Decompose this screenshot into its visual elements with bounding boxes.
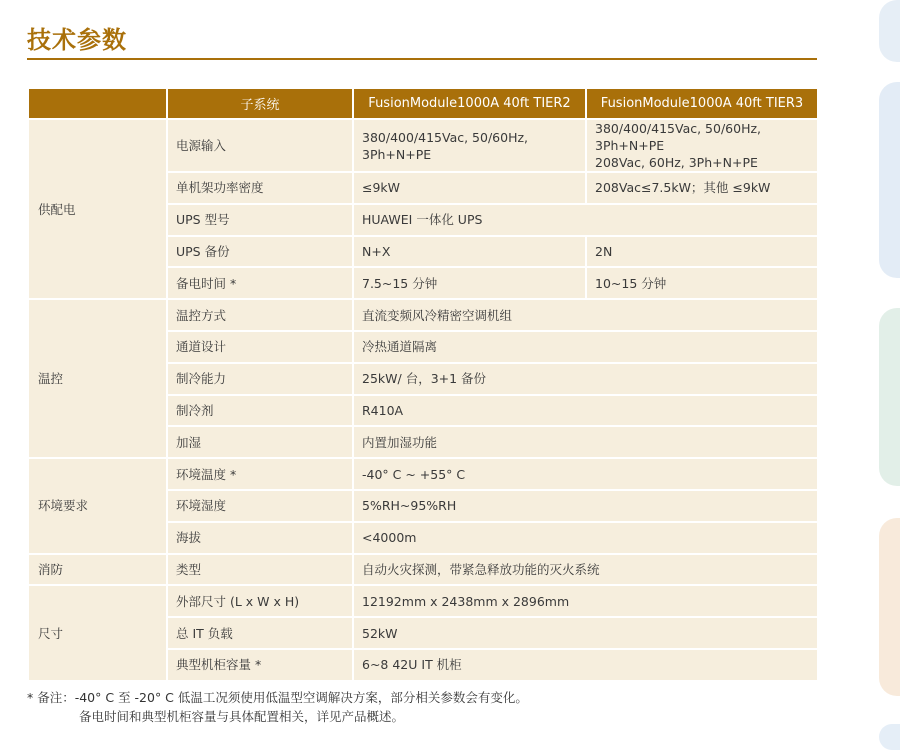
- cell-tier3: 2N: [586, 236, 818, 268]
- row-label: 类型: [167, 554, 353, 586]
- group-cooling: 温控: [28, 299, 167, 458]
- decor-edge-tab: [879, 724, 900, 750]
- header-empty: [28, 88, 167, 119]
- cell-tier3-line: 208Vac, 60Hz, 3Ph+N+PE: [595, 155, 758, 170]
- title-divider: [27, 58, 817, 60]
- header-subsystem: 子系统: [167, 88, 353, 119]
- cell-tier2: 380/400/415Vac, 50/60Hz, 3Ph+N+PE: [353, 119, 586, 172]
- row-label: 总 IT 负载: [167, 617, 353, 649]
- header-tier3: FusionModule1000A 40ft TIER3: [586, 88, 818, 119]
- row-label: UPS 备份: [167, 236, 353, 268]
- cell-tier3: [586, 119, 818, 172]
- cell-value: 6~8 42U IT 机柜: [353, 649, 818, 681]
- cell-tier2: ≤9kW: [353, 172, 586, 204]
- table-row: [28, 554, 818, 586]
- row-label: 外部尺寸 (L x W x H): [167, 585, 353, 617]
- row-label: 加湿: [167, 426, 353, 458]
- row-label: 海拔: [167, 522, 353, 554]
- row-label: 制冷能力: [167, 363, 353, 395]
- cell-tier3: 208Vac≤7.5kW；其他 ≤9kW: [586, 172, 818, 204]
- cell-value: 25kW/ 台，3+1 备份: [353, 363, 818, 395]
- cell-tier3: 10~15 分钟: [586, 267, 818, 299]
- row-label: 制冷剂: [167, 395, 353, 427]
- cell-tier2: 7.5~15 分钟: [353, 267, 586, 299]
- table-row: [28, 299, 818, 331]
- cell-value: 5%RH~95%RH: [353, 490, 818, 522]
- cell-value: 直流变频风冷精密空调机组: [353, 299, 818, 331]
- page-title: 技术参数: [27, 26, 127, 54]
- decor-edge-tab: [879, 518, 900, 696]
- group-power: 供配电: [28, 119, 167, 299]
- cell-value: 52kW: [353, 617, 818, 649]
- cell-value: 冷热通道隔离: [353, 331, 818, 363]
- table-row: [28, 119, 818, 172]
- row-label: 环境温度 *: [167, 458, 353, 490]
- footnote-line: 备电时间和典型机柜容量与具体配置相关，详见产品概述。: [79, 709, 405, 724]
- row-label: 通道设计: [167, 331, 353, 363]
- decor-edge-tab: [879, 0, 900, 62]
- cell-value: <4000m: [353, 522, 818, 554]
- footnote-line: * 备注：-40° C 至 -20° C 低温工况须使用低温型空调解决方案，部分相关参数会有变化。: [27, 690, 528, 705]
- decor-edge-tab: [879, 82, 900, 278]
- row-label: 单机架功率密度: [167, 172, 353, 204]
- cell-value: 内置加湿功能: [353, 426, 818, 458]
- row-label: 典型机柜容量 *: [167, 649, 353, 681]
- table-row: [28, 458, 818, 490]
- table-header-row: [28, 88, 818, 119]
- spec-table: [27, 87, 819, 682]
- cell-tier3-line: 380/400/415Vac, 50/60Hz, 3Ph+N+PE: [595, 121, 762, 153]
- cell-value: 12192mm x 2438mm x 2896mm: [353, 585, 818, 617]
- row-label: 备电时间 *: [167, 267, 353, 299]
- cell-value: 自动火灾探测，带紧急释放功能的灭火系统: [353, 554, 818, 586]
- table-row: [28, 585, 818, 617]
- group-size: 尺寸: [28, 585, 167, 680]
- group-environment: 环境要求: [28, 458, 167, 553]
- cell-value: HUAWEI 一体化 UPS: [353, 204, 818, 236]
- footnote: [27, 688, 528, 726]
- header-tier2: FusionModule1000A 40ft TIER2: [353, 88, 586, 119]
- row-label: 环境湿度: [167, 490, 353, 522]
- decor-edge-tab: [879, 308, 900, 486]
- row-label: UPS 型号: [167, 204, 353, 236]
- group-fire: 消防: [28, 554, 167, 586]
- row-label: 电源输入: [167, 119, 353, 172]
- cell-value: -40° C ~ +55° C: [353, 458, 818, 490]
- cell-tier2: N+X: [353, 236, 586, 268]
- cell-value: R410A: [353, 395, 818, 427]
- row-label: 温控方式: [167, 299, 353, 331]
